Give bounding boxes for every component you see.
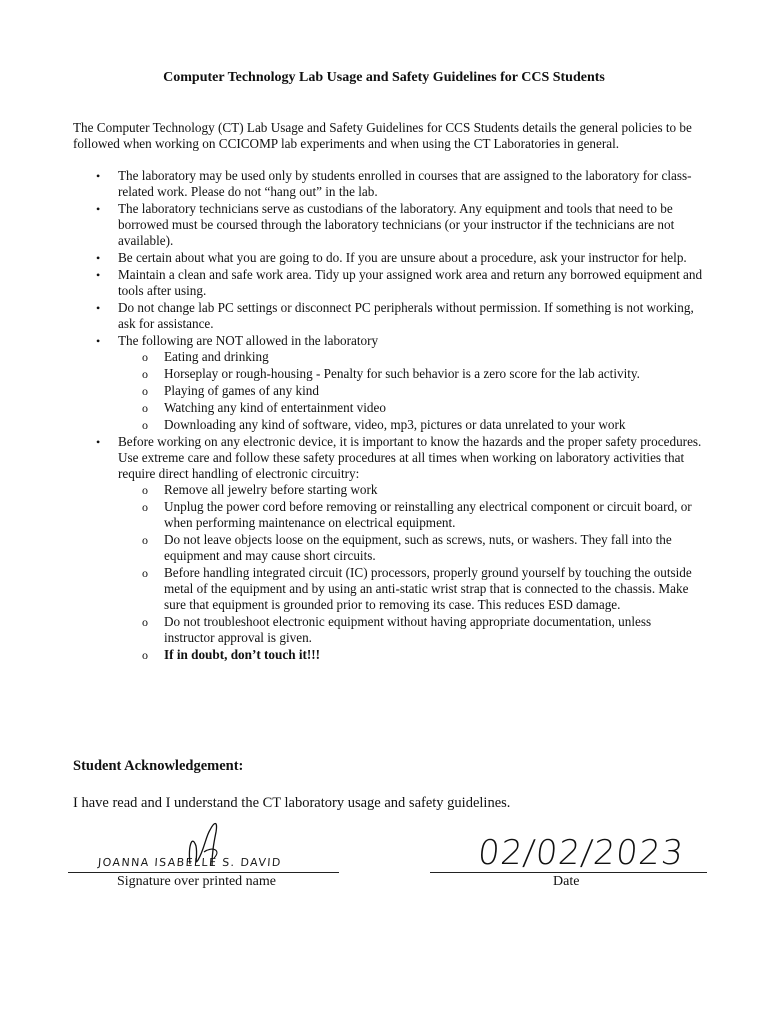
list-item: o Downloading any kind of software, video, mp3, pictures or data unrelated to your work (142, 417, 626, 432)
list-item: • Do not change lab PC settings or disconnect PC peripherals without permission. If something is not working, ask for assistance. (96, 300, 694, 331)
sub-bullet-icon: o (142, 350, 148, 364)
intro-paragraph: The Computer Technology (CT) Lab Usage and Safety Guidelines for CCS Students details the general policies to be followed when working on CCICOMP lab experiments and when using the CT Laboratories in general. (73, 120, 692, 151)
sub-bullet-icon: o (142, 384, 148, 398)
list-item: o Unplug the power cord before removing or reinstalling any electrical component or circuit board, or when performing maintenance on electrical equipment. (142, 499, 692, 530)
electronics-list (118, 482, 704, 663)
bullet-icon: • (96, 202, 101, 216)
list-item: o Eating and drinking (142, 349, 269, 364)
list-item-final: o If in doubt, don’t touch it!!! (142, 647, 321, 662)
document-title: Computer Technology Lab Usage and Safety Guidelines for CCS Students (163, 70, 605, 85)
guidelines-list (96, 168, 704, 664)
sub-bullet-icon: o (142, 533, 148, 547)
sub-bullet-icon: o (142, 566, 148, 580)
list-item: o Playing of games of any kind (142, 383, 319, 398)
sub-bullet-icon: o (142, 483, 148, 497)
signature-mark (182, 816, 242, 872)
list-item: • Maintain a clean and safe work area. Tidy up your assigned work area and return any borrowed equipment and tools after using. (96, 267, 703, 298)
bullet-icon: • (96, 334, 101, 348)
sub-bullet-icon: o (142, 367, 148, 381)
list-item: o Watching any kind of entertainment video (142, 400, 386, 415)
sub-bullet-icon: o (142, 401, 148, 415)
list-item: o Do not leave objects loose on the equipment, such as screws, nuts, or washers. They fall into the equipment and may cause short circuits. (142, 532, 672, 563)
list-item: o Horseplay or rough-housing - Penalty for such behavior is a zero score for the lab activity. (142, 366, 640, 381)
electronics-item (96, 434, 704, 663)
date-caption: Date (553, 874, 580, 889)
printed-name: JOANNA ISABELLE S. DAVID (97, 856, 283, 869)
bullet-icon: • (96, 251, 101, 265)
acknowledgement-heading: Student Acknowledgement: (73, 758, 244, 774)
acknowledgement-statement: I have read and I understand the CT laboratory usage and safety guidelines. (73, 795, 511, 811)
list-item: o Do not troubleshoot electronic equipment without having appropriate documentation, unless instructor approval is given. (142, 614, 652, 645)
list-item: o Before handling integrated circuit (IC) processors, properly ground yourself by touching the outside metal of the equipment and by using an anti-static wrist strap that is connected to the chassis. Make sure that equipment is grounded prior to removing its case. This reduces ESD damage. (142, 565, 692, 612)
list-item: • The laboratory technicians serve as custodians of the laboratory. Any equipment and tools that need to be borrowed must be coursed through the laboratory technicians (or your instructor if the technicians are not available). (96, 201, 675, 248)
sub-bullet-icon: o (142, 648, 148, 662)
list-item: • The laboratory may be used only by students enrolled in courses that are assigned to the laboratory for class-related work. Please do not “hang out” in the lab. (96, 168, 692, 199)
electronics-heading: Before working on any electronic device, it is important to know the hazards and the proper safety procedures. Use extreme care and follow these safety procedures at all times when working on laboratory activities that require direct handling of electronic circuitry: (118, 434, 702, 481)
bullet-icon: • (96, 301, 101, 315)
list-item: o Remove all jewelry before starting work (142, 482, 378, 497)
not-allowed-heading: The following are NOT allowed in the laboratory (118, 333, 379, 348)
not-allowed-item (96, 333, 704, 433)
sub-bullet-icon: o (142, 615, 148, 629)
date-line (430, 872, 707, 873)
bullet-icon: • (96, 435, 101, 449)
bullet-icon: • (96, 268, 101, 282)
signature-caption: Signature over printed name (117, 874, 277, 889)
handwritten-date: 02/02/2023 (475, 833, 687, 873)
signature-line (68, 872, 339, 873)
not-allowed-list (118, 349, 704, 433)
bullet-icon: • (96, 169, 101, 183)
sub-bullet-icon: o (142, 500, 148, 514)
sub-bullet-icon: o (142, 418, 148, 432)
list-item: • Be certain about what you are going to do. If you are unsure about a procedure, ask your instructor for help. (96, 250, 687, 265)
